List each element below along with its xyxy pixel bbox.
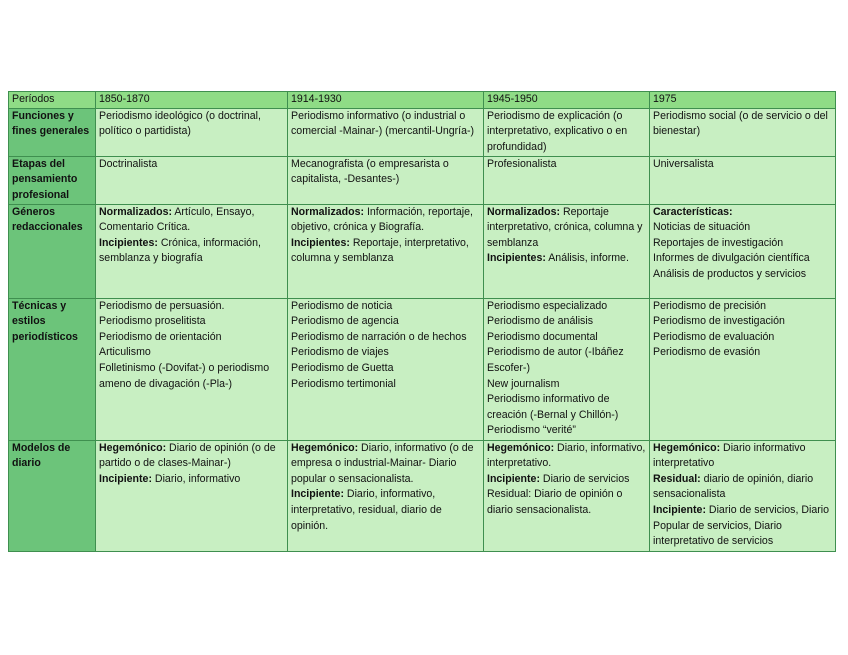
header-cell-periods: Períodos: [9, 92, 96, 109]
cell-line-label: Normalizados:: [99, 205, 172, 218]
table-cell: [96, 298, 288, 440]
cell-line-text: New journalism: [487, 377, 560, 390]
cell-line-label: Incipientes:: [99, 236, 158, 249]
row-label: Géneros redaccionales: [9, 204, 96, 298]
cell-line-text: Periodismo de evasión: [653, 346, 761, 359]
cell-line: [487, 423, 647, 439]
cell-line-text: Periodismo tertimonial: [291, 377, 396, 390]
cell-line-text: Periodismo “verité”: [487, 424, 576, 437]
cell-line-label: Incipiente:: [291, 488, 344, 501]
cell-line-text: Periodismo proselitista: [99, 315, 206, 328]
cell-line-text: Universalista: [653, 157, 714, 170]
cell-line: [653, 205, 833, 221]
cell-line-label: Hegemónico:: [487, 441, 555, 454]
cell-line-text: Periodismo de precisión: [653, 299, 767, 312]
cell-line-text: Periodismo de orientación: [99, 330, 222, 343]
cell-line-label: Normalizados:: [291, 205, 364, 218]
cell-line-text: Artículo, Ensayo, Comentario Crítica.: [99, 205, 258, 234]
table-cell: [650, 204, 836, 298]
table-cell: [484, 156, 650, 204]
cell-line-label: Hegemónico:: [99, 441, 167, 454]
cell-line: [99, 472, 285, 488]
cell-line-text: Articulismo: [99, 346, 151, 359]
cell-line-text: Reportaje, interpretativo, columna y semblanza: [291, 236, 472, 265]
cell-line: [99, 361, 285, 392]
cell-line: [291, 361, 481, 377]
cell-line: [291, 345, 481, 361]
cell-line-label: Incipientes:: [487, 252, 546, 265]
cell-line-label: Incipiente:: [487, 472, 540, 485]
table-row: [9, 204, 836, 298]
table-cell: [96, 156, 288, 204]
cell-line-text: Periodismo de Guetta: [291, 361, 394, 374]
cell-line-text: Periodismo de análisis: [487, 315, 593, 328]
cell-line-label: Normalizados:: [487, 205, 560, 218]
cell-line: [291, 299, 481, 315]
cell-line: [653, 330, 833, 346]
cell-line: [487, 299, 647, 315]
table-cell: [288, 156, 484, 204]
table-cell: [96, 204, 288, 298]
cell-line-text: Diario de servicios: [539, 472, 630, 485]
cell-line: [653, 345, 833, 361]
cell-line-label: Incipiente:: [99, 472, 152, 485]
periods-table: [8, 91, 836, 552]
cell-line-text: Periodismo informativo de creación (-Bernal y Chillón-): [487, 393, 619, 421]
row-label: Etapas del pensamiento profesional: [9, 156, 96, 204]
cell-line: [99, 345, 285, 361]
cell-line: [487, 109, 647, 156]
table-cell: [650, 440, 836, 551]
cell-line: [487, 472, 647, 488]
header-cell-1975: 1975: [650, 92, 836, 109]
row-label: Técnicas y estilos periodísticos: [9, 298, 96, 440]
cell-line: [487, 392, 647, 423]
table-cell: [288, 108, 484, 156]
cell-line-label: Residual:: [653, 472, 701, 485]
cell-line: [291, 236, 481, 267]
table-cell: [96, 440, 288, 551]
cell-line: [487, 205, 647, 252]
cell-line-text: Diario informativo interpretativo: [653, 441, 809, 470]
cell-line-text: Análisis de productos y servicios: [653, 267, 807, 280]
table-cell: [288, 298, 484, 440]
row-label: Funciones y fines generales: [9, 108, 96, 156]
cell-line: [487, 441, 647, 472]
cell-line-text: Periodismo de noticia: [291, 299, 393, 312]
table-cell: [650, 156, 836, 204]
cell-line-text: Periodismo de investigación: [653, 315, 785, 328]
table-cell: [484, 440, 650, 551]
cell-line: [653, 314, 833, 330]
cell-line-text: diario de opinión, diario sensacionalista: [653, 472, 817, 501]
cell-line: [291, 441, 481, 488]
cell-line-text: Periodismo documental: [487, 330, 598, 343]
cell-line: [653, 503, 833, 550]
table-row: [9, 440, 836, 551]
cell-line-text: Reportajes de investigación: [653, 236, 784, 249]
cell-line: [99, 330, 285, 346]
table-cell: [288, 204, 484, 298]
cell-line-text: Profesionalista: [487, 157, 557, 170]
cell-line-label: Incipiente:: [653, 503, 706, 516]
cell-line-text: Diario, informativo, interpretativo.: [487, 441, 649, 470]
cell-line-text: Periodismo de explicación (o interpretativo, explicativo o en profundidad): [487, 109, 631, 153]
cell-line: [99, 236, 285, 267]
periods-table-container: [8, 91, 835, 552]
cell-line: [99, 299, 285, 315]
cell-line: [487, 251, 647, 267]
header-cell-1914-1930: 1914-1930: [288, 92, 484, 109]
cell-line-text: Mecanografista (o empresarista o capitalista, -Desantes-): [291, 157, 452, 186]
table-cell: [484, 108, 650, 156]
cell-line-text: Periodismo de narración o de hechos: [291, 330, 467, 343]
cell-line-text: Periodismo de evaluación: [653, 330, 775, 343]
cell-line-text: Folletinismo (-Dovifat-) o periodismo ameno de divagación (-Pla-): [99, 361, 273, 390]
cell-line: [291, 205, 481, 236]
cell-line: [653, 299, 833, 315]
cell-line: [291, 109, 481, 140]
cell-line: [291, 487, 481, 534]
cell-line-label: Características:: [653, 205, 733, 218]
cell-line: [653, 109, 833, 140]
cell-line: [99, 441, 285, 472]
cell-line: [487, 330, 647, 346]
cell-line-text: Análisis, informe.: [545, 252, 629, 265]
table-row: [9, 298, 836, 440]
cell-line: [99, 157, 285, 173]
cell-line-text: Periodismo especializado: [487, 299, 608, 312]
cell-line: [487, 377, 647, 393]
cell-line: [291, 330, 481, 346]
cell-line-text: Periodismo informativo (o industrial o comercial -Mainar-) (mercantil-Ungría-): [291, 109, 475, 138]
cell-line: [487, 345, 647, 376]
cell-line-text: Diario, informativo: [151, 472, 241, 485]
cell-line: [99, 205, 285, 236]
cell-line: [653, 157, 833, 173]
cell-line-text: Periodismo de agencia: [291, 315, 399, 328]
cell-line: [291, 377, 481, 393]
table-row: [9, 156, 836, 204]
cell-line: [653, 267, 833, 283]
row-label: Modelos de diario: [9, 440, 96, 551]
cell-line: [487, 314, 647, 330]
cell-line-text: Periodismo social (o de servicio o del bienestar): [653, 109, 831, 138]
cell-line-text: Periodismo de autor (-Ibáñez Escofer-): [487, 346, 627, 374]
cell-line: [653, 251, 833, 267]
header-cell-1850-1870: 1850-1870: [96, 92, 288, 109]
cell-line-text: Información, reportaje, objetivo, crónica y Biografía.: [291, 205, 476, 234]
table-row: [9, 108, 836, 156]
cell-line-text: Periodismo ideológico (o doctrinal, político o partidista): [99, 109, 264, 138]
cell-line-text: Periodismo de persuasión.: [99, 299, 225, 312]
cell-line-text: Diario, informativo, interpretativo, residual, diario de opinión.: [291, 488, 445, 532]
header-cell-1945-1950: 1945-1950: [484, 92, 650, 109]
cell-line-text: Noticias de situación: [653, 221, 751, 234]
cell-line-text: Diario de opinión (o de partido o de clases-Mainar-): [99, 441, 279, 470]
cell-line-text: Residual: Diario de opinión o diario sensacionalista.: [487, 488, 626, 516]
cell-line-label: Hegemónico:: [291, 441, 359, 454]
cell-line: [291, 314, 481, 330]
cell-line-text: Doctrinalista: [99, 157, 158, 170]
cell-line: [653, 441, 833, 472]
table-cell: [650, 298, 836, 440]
table-cell: [650, 108, 836, 156]
table-cell: [288, 440, 484, 551]
cell-line: [291, 157, 481, 188]
cell-line: [487, 157, 647, 173]
table-header-row: [9, 92, 836, 109]
cell-line: [487, 487, 647, 518]
cell-line-label: Incipientes:: [291, 236, 350, 249]
cell-line: [99, 314, 285, 330]
cell-line-text: Periodismo de viajes: [291, 346, 389, 359]
cell-line-text: Informes de divulgación científica: [653, 252, 810, 265]
table-cell: [484, 298, 650, 440]
cell-line-text: Reportaje interpretativo, crónica, columna y semblanza: [487, 205, 646, 249]
cell-line-text: Diario, informativo (o de empresa o industrial-Mainar- Diario popular o sensacionalista.: [291, 441, 477, 485]
cell-line: [99, 109, 285, 140]
cell-line: [653, 236, 833, 252]
cell-line-text: Diario de servicios, Diario Popular de servicios, Diario interpretativo de servicios: [653, 503, 832, 548]
table-cell: [484, 204, 650, 298]
cell-line-text: Crónica, información, semblanza y biografía: [99, 236, 264, 265]
cell-line-label: Hegemónico:: [653, 441, 721, 454]
cell-line: [653, 472, 833, 503]
cell-line: [653, 220, 833, 236]
table-cell: [96, 108, 288, 156]
